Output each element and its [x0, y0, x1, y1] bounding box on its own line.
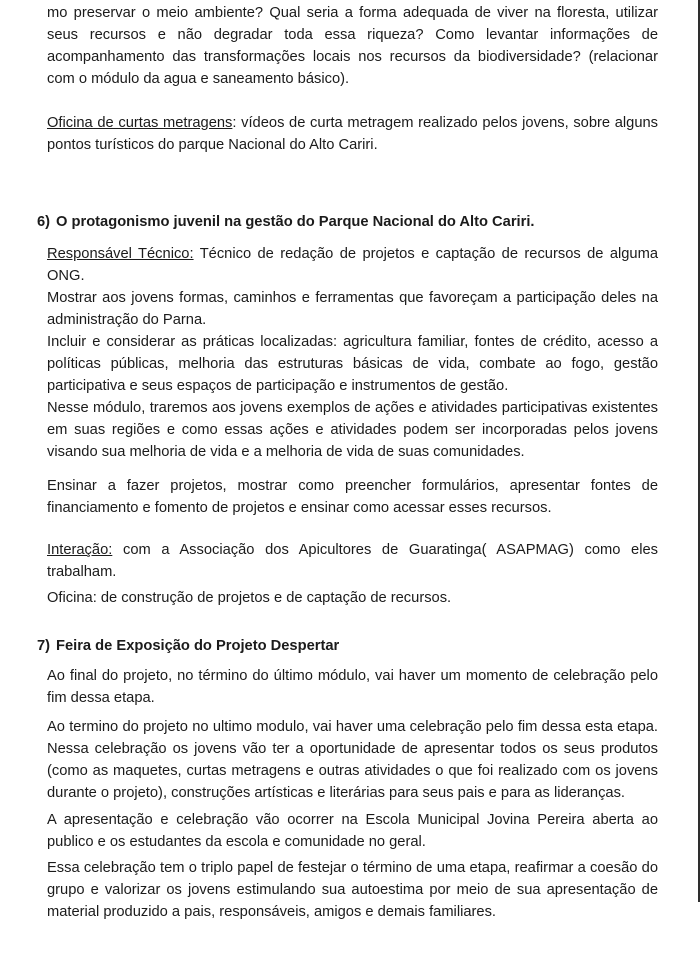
paragraph-incluir: Incluir e considerar as práticas localizadas: agricultura familiar, fontes de crédito, acesso a políticas públicas, melhoria das estruturas básicas de vida, combate ao fogo, gestão participativa e seus espaços de participação e instrumentos de gestão.: [47, 334, 658, 394]
underlined-lead-interacao: Interação:: [47, 542, 113, 558]
paragraph-apresentacao-celebracao: A apresentação e celebração vão ocorrer na Escola Municipal Jovina Pereira aberta ao publico e os estudantes da escola e comunidade no geral.: [47, 812, 658, 850]
paragraph-responsavel-text: Técnico de redação de projetos e captação de recursos de alguma ONG.: [47, 246, 658, 284]
section-6-heading: [37, 211, 658, 233]
section-6-title: O protagonismo juvenil na gestão do Parque Nacional do Alto Cariri.: [56, 214, 535, 230]
paragraph-oficina-curtas: [47, 112, 658, 156]
section-7-heading: [37, 635, 658, 657]
section-7-number: 7): [37, 638, 51, 654]
paragraph-interacao: [47, 539, 658, 583]
paragraph-responsavel-tecnico: [47, 243, 658, 287]
section-6-number: 6): [37, 214, 51, 230]
paragraph-continuation: mo preservar o meio ambiente? Qual seria a forma adequada de viver na floresta, utilizar seus recursos e não degradar toda essa riqueza? Como levantar informações de acompanhamento das transformações locais nos recursos da biodiversidade? (relacionar com o módulo da agua e saneamento básico).: [47, 5, 658, 87]
paragraph-ao-termino: Ao termino do projeto no ultimo modulo, vai haver uma celebração pelo fim dessa esta etapa. Nessa celebração os jovens vão ter a oportunidade de apresentar todos os seus produtos (como as maquetes, curtas metragens e outras atividades o que foi realizado com os jovens durante o projeto), construções artísticas e literárias para seus pais e para as lideranças.: [47, 719, 658, 801]
section-7-title: Feira de Exposição do Projeto Despertar: [56, 638, 340, 654]
paragraph-ao-final: Ao final do projeto, no término do último módulo, vai haver um momento de celebração pelo fim dessa etapa.: [47, 668, 658, 706]
paragraph-oficina-construcao: Oficina: de construção de projetos e de captação de recursos.: [47, 590, 452, 606]
paragraph-ensinar: Ensinar a fazer projetos, mostrar como preencher formulários, apresentar fontes de financiamento e fomento de projetos e ensinar como acessar esses recursos.: [47, 478, 658, 516]
paragraph-oficina-curtas-text: : vídeos de curta metragem realizado pelos jovens, sobre alguns pontos turísticos do parque Nacional do Alto Cariri.: [47, 115, 658, 153]
paragraph-nesse-modulo: Nesse módulo, traremos aos jovens exemplos de ações e atividades participativas existentes em suas regiões e como essas ações e atividades podem ser incorporadas pelos jovens visando sua melhoria de vida e a melhoria de vida de suas comunidades.: [47, 400, 658, 460]
underlined-lead-responsavel: Responsável Técnico:: [47, 246, 194, 262]
paragraph-essa-celebracao: Essa celebração tem o triplo papel de festejar o término de uma etapa, reafirmar a coesão do grupo e valorizar os jovens estimulando sua autoestima por meio de sua apresentação de material produzido a pais, responsáveis, amigos e demais familiares.: [47, 860, 658, 920]
paragraph-mostrar: Mostrar aos jovens formas, caminhos e ferramentas que favoreçam a participação deles na administração do Parna.: [47, 290, 658, 328]
underlined-lead-oficina-curtas: Oficina de curtas metragens: [47, 115, 233, 131]
paragraph-interacao-text: com a Associação dos Apicultores de Guaratinga( ASAPMAG) como eles trabalham.: [47, 542, 658, 580]
